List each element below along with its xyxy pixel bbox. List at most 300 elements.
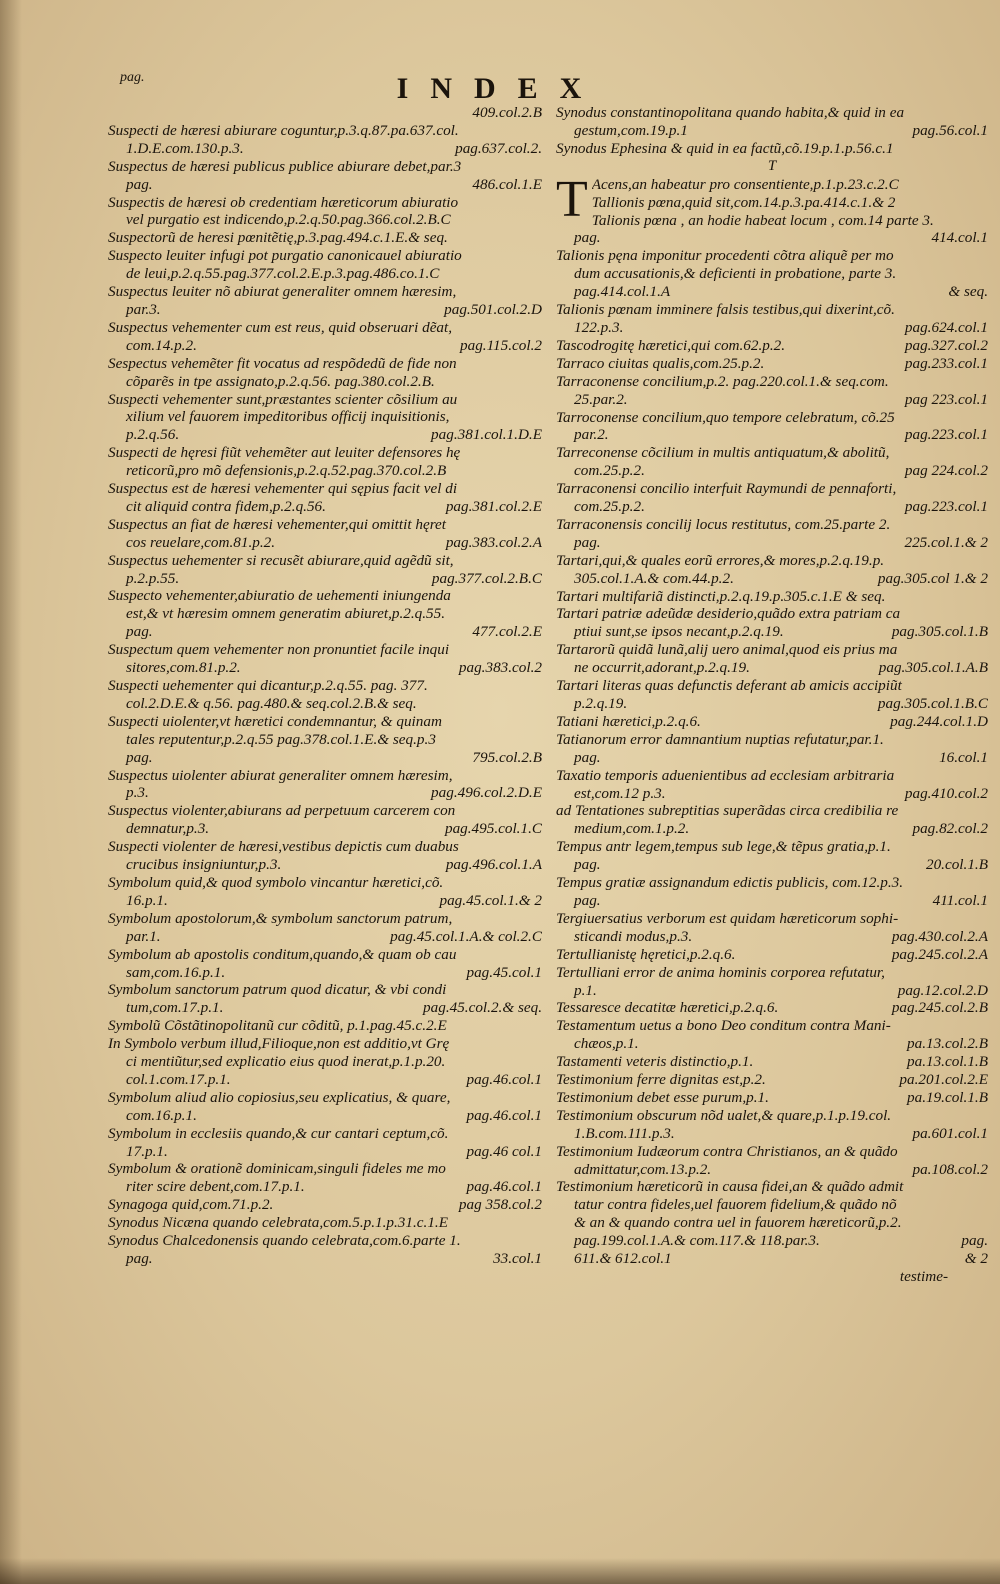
entry-line	[556, 1143, 988, 1161]
entry-line	[556, 1161, 988, 1179]
index-entry	[108, 283, 542, 319]
entry-line	[108, 874, 542, 892]
entry-line	[108, 444, 542, 462]
page-reference: pag.12.col.2.D	[897, 981, 988, 999]
entry-line	[108, 1214, 542, 1232]
page-reference: pag.45.col.2.& seq.	[423, 999, 542, 1017]
entry-line	[108, 659, 542, 677]
entry-text: Tarraconensis concilij locus restitutus, com.25.parte 2.	[556, 515, 891, 533]
index-entry	[556, 713, 988, 731]
entry-line	[108, 641, 542, 659]
page-title: INDEX	[396, 72, 604, 105]
entry-text: pag.	[126, 748, 153, 766]
entry-text: pag.	[126, 623, 153, 641]
entry-line	[556, 1107, 988, 1125]
index-entry	[108, 104, 542, 122]
page-reference: pag.56.col.1	[912, 121, 988, 139]
entry-text: dum accusationis,& deficienti in probatione, parte 3.	[574, 265, 897, 283]
index-entry	[108, 587, 542, 641]
entry-text: 1.B.com.111.p.3.	[574, 1124, 675, 1142]
entry-line	[108, 194, 542, 212]
index-entry	[108, 1196, 542, 1214]
entry-text: p.3.	[126, 784, 149, 802]
index-entry	[108, 480, 542, 516]
entry-text: Tempus antr legem,tempus sub lege,& tẽpus gratia,p.1.	[556, 838, 891, 856]
entry-line	[556, 122, 988, 140]
index-entry	[108, 802, 542, 838]
page-reference: pag.46.col.1	[466, 1178, 542, 1196]
entry-text: Suspecto vehementer,abiuratio de uehementi iniungenda	[108, 587, 451, 605]
entry-text: Suspectus uehementer si recusẽt abiurare,quid agẽdũ sit,	[108, 551, 454, 569]
page-reference: pag.245.col.2.A	[891, 945, 988, 963]
page-reference: 411.col.1	[932, 891, 988, 909]
page-reference: pag.223.col.1	[904, 498, 988, 516]
page-reference: pag.305.col 1.& 2	[877, 569, 988, 587]
entry-line	[556, 552, 988, 570]
entry-line	[556, 319, 988, 337]
index-entry	[556, 212, 988, 248]
entry-text: pag.	[574, 856, 601, 874]
entry-line	[108, 373, 542, 391]
entry-line	[108, 964, 542, 982]
entry-text: 611.& 612.col.1	[574, 1250, 672, 1268]
page-reference: pa.13.col.1.B	[907, 1053, 988, 1071]
entry-line	[556, 444, 988, 462]
entry-line	[108, 928, 542, 946]
index-column-right	[556, 104, 988, 1286]
entry-text: Synodus Chalcedonensis quando celebrata,com.6.parte 1.	[108, 1232, 461, 1250]
entry-text: Suspectus leuiter nõ abiurat generaliter omnem hæresim,	[108, 283, 457, 301]
index-entry	[108, 946, 542, 982]
page-reference: pag.	[961, 1232, 988, 1250]
page-reference: pa.13.col.2.B	[907, 1035, 988, 1053]
entry-text: Symbolum ab apostolis conditum,quando,& quam ob cau	[108, 945, 457, 963]
entry-line	[556, 964, 988, 982]
entry-text: cos reuelare,com.81.p.2.	[126, 533, 276, 551]
entry-text: sam,com.16.p.1.	[126, 963, 226, 981]
index-entry	[108, 910, 542, 946]
page-reference: 477.col.2.E	[472, 623, 542, 641]
entry-line	[556, 695, 988, 713]
entry-text: est,com.12 p.3.	[574, 784, 666, 802]
entry-text: Suspectus de hæresi publicus publice abiurare debet,par.3	[108, 157, 462, 175]
page-reference: 409.col.2.B	[472, 104, 542, 121]
entry-line	[556, 283, 988, 301]
entry-line	[108, 247, 542, 265]
index-entry	[556, 1107, 988, 1143]
index-entry	[108, 355, 542, 391]
index-entry	[108, 229, 542, 247]
index-entry	[108, 194, 542, 230]
index-entry	[108, 247, 542, 283]
index-entry	[108, 677, 542, 713]
entry-text: pag.	[574, 229, 601, 247]
entry-text: Suspectum quem vehementer non pronuntiet facile inqui	[108, 641, 450, 659]
index-entry	[108, 516, 542, 552]
entry-text: 16.p.1.	[126, 891, 168, 909]
page-reference: 414.col.1	[931, 229, 988, 247]
entry-text: Testimonium Iudæorum contra Christianos, an & quãdo	[556, 1142, 898, 1160]
section-letter: T	[767, 157, 777, 174]
entry-line	[556, 605, 988, 623]
index-entry	[556, 1053, 988, 1071]
entry-line	[108, 391, 542, 409]
index-entry	[108, 552, 542, 588]
entry-text: Suspectus violenter,abiurans ad perpetuum carcerem con	[108, 802, 456, 820]
index-column-left	[108, 104, 542, 1268]
entry-line	[108, 337, 542, 355]
entry-line	[108, 623, 542, 641]
page-reference: & seq.	[948, 283, 988, 301]
entry-text: Suspecti de hæresi abiurare coguntur,p.3.q.87.pa.637.col.	[108, 121, 459, 139]
index-entry	[556, 409, 988, 445]
entry-text: Synodus Ephesina & quid in ea factũ,cõ.19.p.1.p.56.c.1	[556, 139, 894, 157]
index-entry	[556, 588, 988, 606]
entry-line	[108, 534, 542, 552]
entry-text: admittatur,com.13.p.2.	[574, 1160, 712, 1178]
index-entry	[108, 444, 542, 480]
entry-line	[108, 1089, 542, 1107]
entry-line	[108, 462, 542, 480]
entry-line	[556, 337, 988, 355]
entry-text: pag.	[574, 891, 601, 909]
entry-text: tales reputentur,p.2.q.55 pag.378.col.1.E.& seq.p.3	[126, 730, 436, 748]
entry-text: ad Tentationes subreptitias superãdas circa credibilia re	[556, 802, 899, 820]
entry-text: ne occurrit,adorant,p.2.q.19.	[574, 659, 750, 677]
entry-line	[108, 229, 542, 247]
entry-text: Testimonium ferre dignitas est,p.2.	[556, 1071, 766, 1089]
page-reference: pag.381.col.2.E	[445, 497, 542, 515]
entry-text: Tartarorũ quidã lunã,alij uero animal,quod eis prius ma	[556, 641, 898, 659]
catchword-top: pag.	[120, 70, 145, 85]
entry-line	[556, 910, 988, 928]
index-entry	[108, 641, 542, 677]
entry-line	[556, 946, 988, 964]
entry-line	[108, 570, 542, 588]
entry-line	[108, 1071, 542, 1089]
entry-line	[556, 641, 988, 659]
entry-text: com.16.p.1.	[126, 1106, 197, 1124]
catchword-bottom: testime-	[899, 1268, 948, 1285]
entry-text: Tarraco ciuitas qualis,com.25.p.2.	[556, 354, 765, 372]
page-reference: pag.637.col.2.	[455, 139, 542, 157]
entry-text: Tempus gratiæ assignandum edictis publicis, com.12.p.3.	[556, 874, 904, 892]
entry-text: par.2.	[574, 426, 609, 444]
entry-text: Symbolum in ecclesiis quando,& cur cantari ceptum,cõ.	[108, 1124, 449, 1142]
page-reference: pag.115.col.2	[460, 336, 542, 354]
index-entry	[556, 910, 988, 946]
entry-line	[556, 104, 988, 122]
index-entry	[556, 337, 988, 355]
entry-text: sticandi modus,p.3.	[574, 927, 693, 945]
entry-text: p.2.q.19.	[574, 695, 628, 712]
index-entry	[556, 301, 988, 337]
entry-line	[108, 122, 542, 140]
entry-text: Synodus Nicæna quando celebrata,com.5.p.1.p.31.c.1.E	[108, 1214, 448, 1232]
page-reference: pag.377.col.2.B.C	[431, 569, 542, 587]
entry-line	[556, 731, 988, 749]
entry-text: Tarroconense concilium,quo tempore celebratum, cõ.25	[556, 408, 895, 426]
index-entry	[556, 355, 988, 373]
entry-line	[556, 982, 988, 1000]
entry-line	[108, 1017, 542, 1035]
entry-line	[556, 892, 988, 910]
entry-text: Suspecti uehementer qui dicantur,p.2.q.55. pag. 377.	[108, 677, 428, 694]
index-entry	[556, 641, 988, 677]
entry-text: Testimonium debet esse purum,p.1.	[556, 1088, 769, 1106]
index-entry	[556, 1089, 988, 1107]
entry-text: xilium vel fauorem impeditoribus officij inquisitionis,	[126, 408, 450, 426]
index-entry	[108, 838, 542, 874]
entry-text: In Symbolo verbum illud,Filioque,non est additio,vt Grę	[108, 1035, 450, 1053]
page-reference: pag.383.col.2.A	[445, 533, 542, 551]
entry-line	[108, 802, 542, 820]
entry-text: Tartari multifariã distincti,p.2.q.19.p.305.c.1.E & seq.	[556, 587, 886, 605]
entry-text: com.25.p.2.	[574, 462, 645, 480]
index-entry	[556, 480, 988, 516]
entry-line	[108, 552, 542, 570]
page-reference: pag.430.col.2.A	[891, 927, 988, 945]
entry-text: ci mentiũtur,sed explicatio eius quod inerat,p.1.p.20.	[126, 1053, 446, 1071]
entry-line	[108, 1196, 542, 1214]
entry-text: sitores,com.81.p.2.	[126, 659, 241, 677]
entry-line	[556, 928, 988, 946]
page-reference: pag.327.col.2	[904, 336, 988, 354]
page-reference: pag.501.col.2.D	[444, 300, 542, 318]
entry-text: p.2.p.55.	[126, 569, 180, 587]
index-entry	[108, 874, 542, 910]
entry-line	[556, 426, 988, 444]
entry-text: Tergiuersatius verborum est quidam hæreticorum sophi-	[556, 909, 899, 927]
entry-line	[108, 695, 542, 713]
page-reference: pag.223.col.1	[904, 426, 988, 444]
entry-text: p.2.q.56.	[126, 426, 180, 444]
entry-text: pag.414.col.1.A	[574, 283, 671, 301]
entry-text: Suspectus est de hæresi vehementer qui sępius facit vel di	[108, 480, 458, 498]
entry-text: Suspecti violenter de hæresi,vestibus depictis cum duabus	[108, 838, 459, 856]
entry-text: Tartari literas quas defunctis deferant ab amicis accipiũt	[556, 677, 902, 695]
entry-text: Suspectus uiolenter abiurat generaliter omnem hæresim,	[108, 766, 453, 784]
entry-text: com.25.p.2.	[574, 498, 645, 516]
page-reference: pag.45.col.1.& 2	[439, 891, 542, 909]
page-reference: pag.45.col.1.A.& col.2.C	[390, 927, 542, 945]
entry-line	[556, 373, 988, 391]
entry-line	[108, 749, 542, 767]
entry-line	[556, 498, 988, 516]
entry-line	[556, 1071, 988, 1089]
entry-line	[556, 659, 988, 677]
page-reference: pag.383.col.2	[458, 659, 542, 677]
page-reference: pag.245.col.2.B	[891, 999, 988, 1017]
index-entry	[108, 1160, 542, 1196]
entry-line	[108, 838, 542, 856]
entry-line	[556, 1035, 988, 1053]
entry-text: Tatianorum error damnantium nuptias refutatur,par.1.	[556, 730, 884, 748]
entry-line	[108, 301, 542, 319]
entry-text: Suspectorũ de heresi pœnitẽtię,p.3.pag.494.c.1.E.& seq.	[108, 229, 448, 247]
index-entry	[556, 838, 988, 874]
entry-text: gestum,com.19.p.1	[574, 121, 688, 139]
entry-text: Suspectus vehementer cum est reus, quid obseruari dẽat,	[108, 318, 453, 336]
entry-line	[556, 1214, 988, 1232]
entry-line	[108, 140, 542, 158]
page-edge-shadow	[0, 1558, 1000, 1584]
page-reference: 795.col.2.B	[472, 748, 542, 766]
index-entry	[556, 605, 988, 641]
entry-line	[556, 1196, 988, 1214]
entry-text: Synodus constantinopolitana quando habita,& quid in ea	[556, 104, 905, 121]
entry-line	[556, 749, 988, 767]
entry-text: pag.199.col.1.A.& com.117.& 118.par.3.	[574, 1232, 820, 1250]
entry-line	[108, 426, 542, 444]
entry-line	[108, 265, 542, 283]
entry-line	[108, 820, 542, 838]
entry-line	[556, 247, 988, 265]
entry-text: Tarraconense concilium,p.2. pag.220.col.1.& seq.com.	[556, 372, 889, 390]
entry-line	[556, 570, 988, 588]
entry-line	[556, 838, 988, 856]
entry-text: de leui,p.2.q.55.pag.377.col.2.E.p.3.pag.486.co.1.C	[126, 265, 440, 283]
entry-line	[556, 265, 988, 283]
index-entry	[556, 964, 988, 1000]
entry-text: Tessaresce decatitæ hæretici,p.2.q.6.	[556, 999, 779, 1017]
entry-line	[108, 946, 542, 964]
entry-line	[556, 1178, 988, 1196]
index-entry	[108, 1125, 542, 1161]
entry-text: Suspectus an fiat de hæresi vehementer,qui omittit hęret	[108, 515, 447, 533]
entry-line	[108, 677, 542, 695]
page-reference: pa.19.col.1.B	[907, 1088, 988, 1106]
index-entry	[108, 1232, 542, 1268]
page-reference: pag.496.col.2.D.E	[431, 784, 542, 802]
entry-text: Symbolum quid,& quod symbolo vincantur hæretici,cõ.	[108, 873, 444, 891]
entry-text: vel purgatio est indicendo,p.2.q.50.pag.366.col.2.B.C	[126, 211, 451, 229]
page-reference: pag.46.col.1	[466, 1070, 542, 1088]
entry-line	[556, 140, 988, 158]
page-reference: pag.381.col.1.D.E	[431, 426, 542, 444]
entry-text: est,& vt hæresim omnem generatim abiuret,p.2.q.55.	[126, 605, 446, 623]
entry-line	[108, 480, 542, 498]
page-reference: pag.233.col.1	[904, 354, 988, 372]
entry-text: Testamentum uetus a bono Deo conditum contra Mani-	[556, 1017, 891, 1035]
entry-line	[592, 212, 988, 230]
entry-text: Testimonium hæreticorũ in causa fidei,an & quãdo admit	[556, 1178, 904, 1196]
index-entry	[556, 1143, 988, 1179]
entry-line: Acens,an habeatur pro consentiente,p.1.p.23.c.2.C	[591, 175, 899, 193]
entry-text: 305.col.1.A.& com.44.p.2.	[574, 569, 734, 587]
page-reference: 33.col.1	[493, 1250, 542, 1267]
entry-text: medium,com.1.p.2.	[574, 820, 690, 838]
dropcap-letter: T	[556, 170, 588, 228]
gutter-shadow	[0, 0, 22, 1584]
entry-text: Synagoga quid,com.71.p.2.	[108, 1196, 274, 1214]
entry-line	[556, 1232, 988, 1250]
page-reference: 16.col.1	[939, 748, 988, 766]
page-reference: pag 358.col.2	[458, 1196, 542, 1214]
page-reference: pag.496.col.1.A	[445, 856, 542, 874]
entry-text: com.14.p.2.	[126, 336, 197, 354]
entry-line	[108, 176, 542, 194]
entry-text: Suspecti vehementer sunt,præstantes scienter cõsilium au	[108, 390, 458, 408]
entry-text: cõparẽs in tpe assignato,p.2.q.56. pag.380.col.2.B.	[126, 372, 435, 390]
entry-text: col.1.com.17.p.1.	[126, 1070, 231, 1088]
entry-text: 1.D.E.com.130.p.3.	[126, 139, 244, 157]
entry-text: tum,com.17.p.1.	[126, 999, 224, 1017]
index-entry	[556, 999, 988, 1017]
entry-line	[108, 104, 542, 122]
entry-line	[108, 605, 542, 623]
entry-text: Tarreconense cõcilium in multis antiquatum,& abolitũ,	[556, 444, 890, 462]
page-reference: 225.col.1.& 2	[904, 533, 988, 551]
page-reference: pa.108.col.2	[912, 1160, 988, 1178]
entry-line	[108, 319, 542, 337]
page-reference: pag.82.col.2	[912, 820, 988, 838]
entry-text: 17.p.1.	[126, 1142, 168, 1160]
page-reference: pag.305.col.1.B.C	[877, 695, 988, 712]
entry-text: Testimonium obscurum nõd ualet,& quare,p.1.p.19.col.	[556, 1106, 892, 1124]
page-reference: pa.601.col.1	[912, 1124, 988, 1142]
entry-text: reticorũ,pro mõ defensionis,p.2.q.52.pag.370.col.2.B	[126, 462, 447, 480]
entry-line	[108, 587, 542, 605]
entry-line	[556, 534, 988, 552]
page-reference: pag.305.col.1.A.B	[878, 659, 988, 677]
entry-line	[108, 211, 542, 229]
index-entry	[556, 731, 988, 767]
entry-line	[556, 785, 988, 803]
page-reference: pag.305.col.1.B	[891, 623, 988, 641]
entry-text: Tarraconensi concilio interfuit Raymundi de pennaforti,	[556, 480, 897, 498]
entry-text: tatur contra fideles,uel fauorem fidelium,& quãdo nõ	[574, 1196, 897, 1214]
entry-line	[556, 480, 988, 498]
index-entry	[108, 158, 542, 194]
entry-text: chæos,p.1.	[574, 1035, 639, 1053]
entry-line	[556, 820, 988, 838]
entry-line	[108, 1250, 542, 1268]
entry-line	[556, 767, 988, 785]
entry-line	[556, 874, 988, 892]
page-reference: pag.495.col.1.C	[444, 820, 542, 838]
entry-line	[556, 355, 988, 373]
entry-line	[108, 713, 542, 731]
entry-text: ptiui sunt,se ipsos necant,p.2.q.19.	[574, 623, 784, 641]
entry-line	[108, 892, 542, 910]
entry-line	[108, 1035, 542, 1053]
entry-text: Symbolũ Cõstãtinopolitanũ cur cõditũ, p.1.pag.45.c.2.E	[108, 1017, 447, 1035]
page-reference: pag.624.col.1	[904, 318, 988, 336]
entry-line	[108, 158, 542, 176]
entry-text: Suspecti de hęresi fiũt vehemẽter aut leuiter defensores hę	[108, 444, 461, 462]
page-reference: pa.201.col.2.E	[899, 1071, 988, 1089]
entry-text: par.1.	[126, 927, 161, 945]
page-reference: pag 224.col.2	[904, 462, 988, 480]
entry-line	[108, 1160, 542, 1178]
entry-line	[108, 516, 542, 534]
entry-text: Talionis pœna , an hodie habeat locum , com.14 parte 3.	[591, 211, 934, 229]
page-reference: pag.244.col.1.D	[890, 712, 988, 730]
entry-text: Symbolum aliud alio copiosius,seu explicatius, & quare,	[108, 1088, 451, 1106]
entry-text: Symbolum sanctorum patrum quod dicatur, & vbi condi	[108, 981, 447, 999]
entry-line	[108, 1143, 542, 1161]
entry-text: Suspecto leuiter infugi pot purgatio canonicauel abiuratio	[108, 247, 462, 265]
entry-text: & an & quando contra uel in fauorem hæreticorũ,p.2.	[574, 1214, 902, 1232]
index-entry	[556, 767, 988, 803]
entry-text: Tascodrogitę hæretici,qui com.62.p.2.	[556, 336, 786, 354]
entry-line	[556, 856, 988, 874]
entry-text: Tastamenti veteris distinctio,p.1.	[556, 1053, 754, 1071]
entry-text: p.1.	[574, 981, 597, 999]
entry-text: riter scire debent,com.17.p.1.	[126, 1178, 305, 1196]
entry-line	[556, 713, 988, 731]
